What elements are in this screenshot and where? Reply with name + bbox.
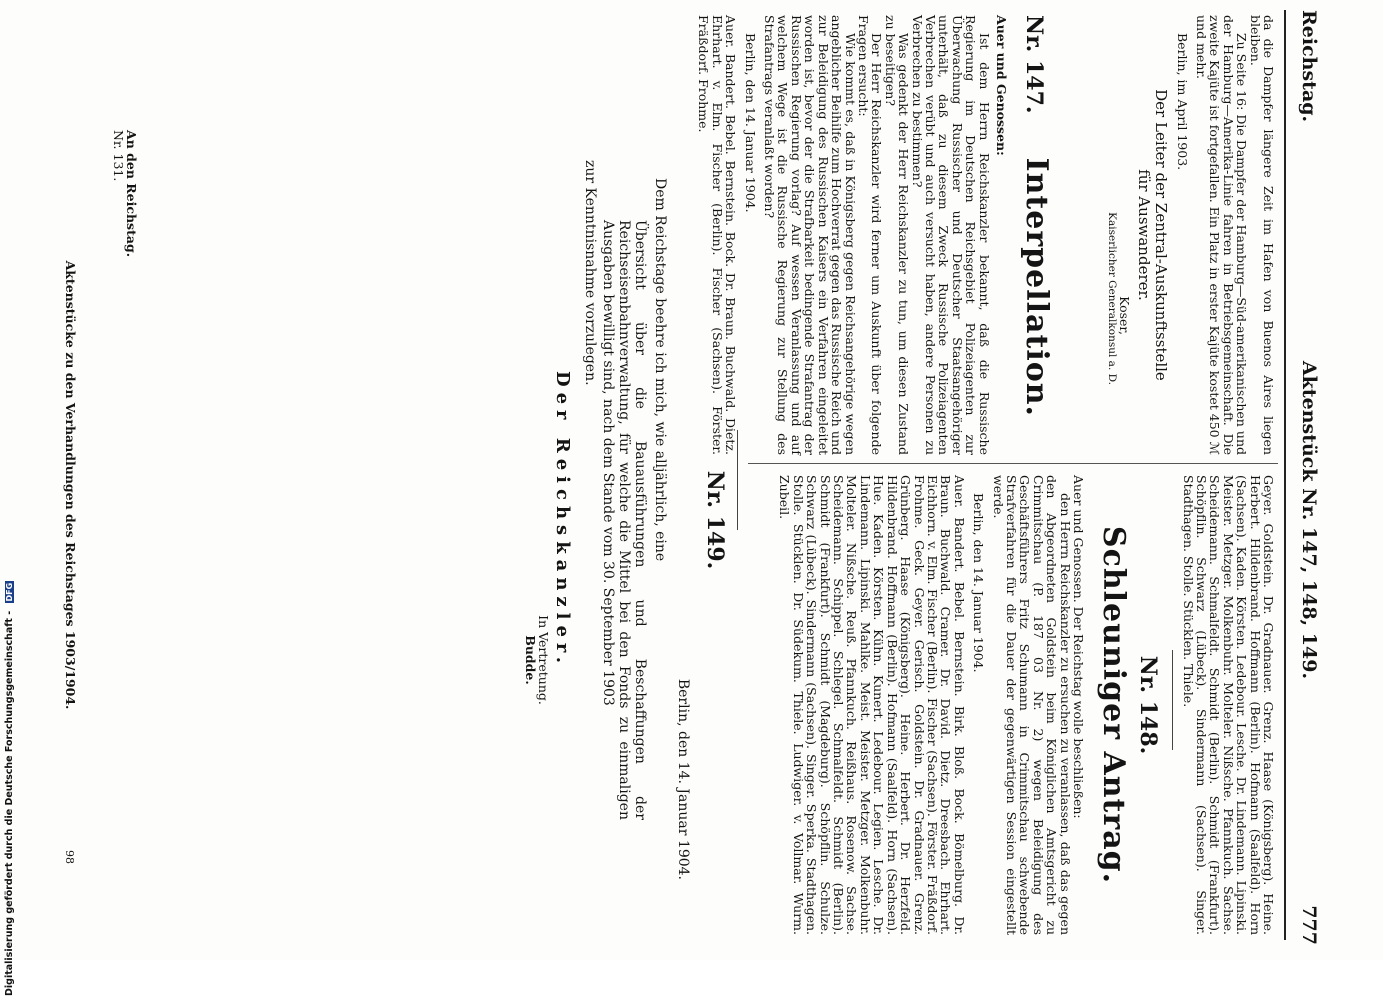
nr147-section <box>697 15 1053 455</box>
header-center: Aktenstück Nr. 147, 148, 149. <box>1298 360 1320 680</box>
reference-number: Nr. 131. <box>110 130 126 182</box>
document-title-wrap <box>1089 475 1132 935</box>
office-title: Der Leiter der Zentral-Auskunftsstelle <box>1152 89 1171 381</box>
text-paragraph: da die Dampfer längere Zeit im Hafen von Buenos Aires liegen bleiben. <box>1247 15 1276 455</box>
page-header <box>1288 0 1328 960</box>
document-number: Nr. 148. <box>1135 655 1161 755</box>
signatories: Auer. Bandert. Bebel. Bernstein. Bock. Dr. Braun. Buchwald. Dietz. Ehrhart. v. Elm. Fischer (Berlin). Fischer (Sachsen). Förster. Fräßdorf. Frohme. <box>696 15 739 455</box>
addressee: An den Reichstag. <box>124 130 139 258</box>
column-divider <box>748 463 1278 464</box>
document-title: Schleuniger Antrag. <box>1096 525 1131 885</box>
document-number: Nr. 147. <box>1021 15 1047 114</box>
page-number-top: 777 <box>1298 905 1320 945</box>
intro-line: Auer und Genossen: <box>994 15 1009 156</box>
page-number-bottom: 98 <box>63 850 76 864</box>
header-left: Reichstag. <box>1298 10 1320 123</box>
text-paragraph: Der Herr Reichskanzler wird ferner um Auskunft über folgende Fragen ersucht: <box>855 15 885 455</box>
signatories: Geyer. Goldstein. Dr. Gradnauer. Grenz. Haase (Königsberg). Heine. Herbert. Hildenbrand. Hoffmann (Berlin). Hofmann (Saalfeld). Horn (Sachsen). Kaden. Körsten. Ledebour. Lesche. Dr. Lindemann. Lipinski. Meister. Metzger. Molkenbuhr. Molteler. Nißsche. Pfannkuch. Sachse. Scheidemann. Schmalfeldt. Schmidt (Berlin). Schmidt (Frankfurt). Schöpflin. Schwarz (Lübeck). Sindermann (Sachsen). Singer. Stadthagen. Stolle. Stücklen. Thiele. <box>1180 475 1276 935</box>
signatories: Auer. Bandert. Bebel. Bernstein. Birk. Bloß. Bock. Bömelburg. Dr. Braun. Buchwald. Cramer. Dr. David. Dietz. Dreesbach. Ehrhart. Eichhorn. v. Elm. Fischer (Berlin). Fischer (Sachsen). Förster. Fräßdorf. Frohme. Geck. Geyer. Gerisch. Goldstein. Dr. Gradnauer. Grenz. Grünberg. Haase (Königsberg). Heine. Herbert. Dr. Herzfeld. Hildenbrand. Hoffmann (Berlin). Hofmann (Saalfeld). Horn (Sachsen). Hue. Kaden. Körsten. Kühn. Kunert. Ledebour. Legien. Lesche. Dr. Lindemann. Lipinski. Mahlke. Meist. Meister. Metzger. Molkenbuhr. Molteler. Nißsche. Reuß. Pfannkuch. Reißhaus. Rosenow. Sachse. Scheidemann. Schippel. Schlegel. Schmalfeldt. Schmidt (Berlin). Schmidt (Frankfurt). Schmidt (Magdeburg). Schöpflin. Schulze. Schwarz (Lübeck). Sindermann (Sachsen). Singer. Sperka. Stadthagen. Stolle. Stücklen. Dr. Südekum. Thiele. Ludwiger. v. Vollmar. Wurm. Zubeil. <box>777 475 967 935</box>
text-paragraph: zur Kenntnisnahme vorzulegen. <box>582 160 599 386</box>
sender: Der Reichskanzler. <box>551 370 573 670</box>
document-number: Nr. 149. <box>702 470 728 570</box>
text-paragraph: Zu Seite 16: Die Dampfer der Hamburg—Süd-amerikanischen und der Hamburg—Amerika-Linie fahren in Betriebsgemeinschaft. Die zweite Kajüte ist fortgefallen. Ein Platz in erster Kajüte kostet 450 ℳ und mehr. <box>1193 15 1250 455</box>
document-title: Interpellation. <box>1019 157 1054 417</box>
deputy-name: Budde. <box>522 635 538 685</box>
date-line: Berlin, den 14. Januar 1904. <box>675 678 691 880</box>
left-column-top <box>1104 15 1275 455</box>
text-paragraph: den Herrn Reichskanzler zu ersuchen zu veranlassen, daß das gegen den Abgeordneten Goldstein beim Königlichen Amtsgericht zu Crimmitschau (P. 187 03 Nr. 2) wegen Beleidigung des Geschäftsführers Fritz Schumann in Crimmitschau schwebende Strafverfahren für die Dauer der gegenwärtigen Session eingestellt werde. <box>990 475 1073 935</box>
date-line: Berlin, den 14. Januar 1904. <box>971 493 987 673</box>
right-column-top <box>1181 475 1275 935</box>
dfg-logo: DFG <box>5 582 14 602</box>
addressee-block <box>111 130 138 330</box>
text-paragraph: Dem Reichstage beehre ich mich, wie alljährlich, eine <box>651 178 668 562</box>
text-paragraph: Was gedenkt der Herr Reichskanzler zu tun, um diesen Zustand zu beseitigen? <box>882 15 912 455</box>
digitization-credit <box>4 581 15 996</box>
credit-text: Digitalisierung gefördert durch die Deutsche Forschungsgemeinschaft - <box>4 610 15 996</box>
text-paragraph: Ist dem Herrn Reichskanzler bekannt, daß die Russische Regierung im Deutschen Reichsgebiet Polizeiagenten zur Überwachung Russischer und Deutscher Staatsangehöriger unterhält, daß zu diesem Zweck Russische Polizeiagenten Verbrechen verübt und auch versucht haben, andere Personen zu Verbrechen zu bestimmen? <box>909 15 992 455</box>
separator-rule <box>737 430 738 530</box>
nr149-section <box>524 160 728 880</box>
header-rule <box>1284 10 1286 940</box>
signer-title: Kaiserlicher Generalkonsul a. D. <box>1105 212 1118 385</box>
office-title-2: für Auswanderer. <box>1135 169 1154 301</box>
nr148-section <box>778 475 1161 935</box>
signer: Koser, <box>1117 296 1133 335</box>
series-title: Aktenstücke zu den Verhandlungen des Reichstages 1903/1904. <box>63 260 78 710</box>
date-line: Berlin, im April 1903. <box>1174 33 1190 171</box>
text-paragraph: Wie kommt es, daß in Königsberg gegen Reichsangehörige wegen angeblicher Beihilfe zum Hochverrat gegen das Russische Reich und zur Beleidigung des Russischen Kaisers ein Verfahren eingeleitet worden ist, bevor der die Strafbarkeit bedingende Strafantrag der Russischen Regierung vorlag? Auf wessen Veranlassung und auf welchem Wege ist die Russische Regierung zur Stellung des Strafantrags veranlaßt worden? <box>762 15 858 455</box>
separator-rule <box>1172 650 1173 750</box>
date-line: Berlin, den 14. Januar 1904. <box>742 33 758 213</box>
intro-line: Auer und Genossen. Der Reichstag wolle beschließen: <box>1071 475 1086 819</box>
text-paragraph: Übersicht über die Bauausführungen und Beschaffungen der Reichseisenbahnverwaltung, für welche die Mittel bei den Fonds zu einmaligen Ausgaben bewilligt sind, nach dem Stande vom 30. September 1903 <box>600 220 649 820</box>
deputy-line: In Vertretung. <box>536 615 552 705</box>
